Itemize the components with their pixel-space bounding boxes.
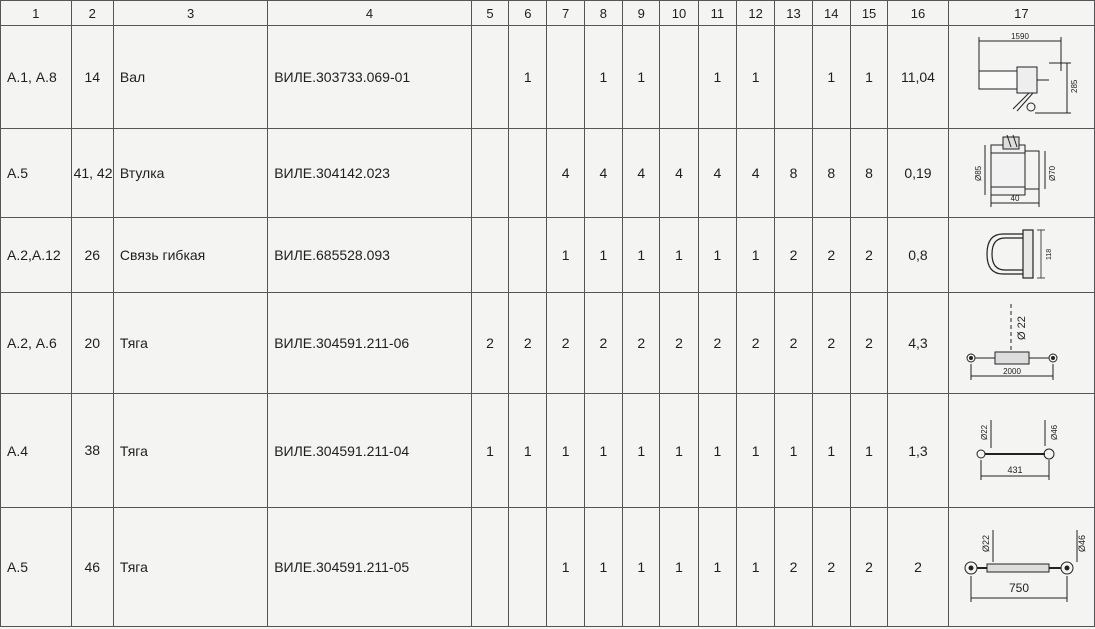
quantity-cell: 1 <box>812 394 850 508</box>
quantity-cell <box>509 129 547 218</box>
quantity-cell: 1 <box>623 218 660 293</box>
quantity-cell: 4 <box>547 129 584 218</box>
quantity-cell: 4 <box>737 129 775 218</box>
quantity-cell: 1 <box>623 26 660 129</box>
sketch-dimension: 1590 <box>1011 32 1030 41</box>
quantity-cell: 1 <box>660 218 698 293</box>
sketch-cell <box>948 129 1094 218</box>
quantity-cell: 1 <box>737 218 775 293</box>
quantity-cell <box>471 508 508 627</box>
sketch-dimension: 40 <box>1010 194 1020 203</box>
sketch-dimension: 431 <box>1007 464 1023 475</box>
sketch-dimension: Ø22 <box>981 534 992 552</box>
quantity-cell: 8 <box>850 129 887 218</box>
quantity-cell: 1 <box>698 394 736 508</box>
quantity-cell: 1 <box>584 218 622 293</box>
quantity-cell: 8 <box>775 129 812 218</box>
quantity-cell: 4 <box>660 129 698 218</box>
quantity-cell <box>471 26 508 129</box>
quantity-cell: 4 <box>584 129 622 218</box>
quantity-cell: 1 <box>660 508 698 627</box>
quantity-cell: 2 <box>547 293 584 394</box>
column-header: 6 <box>509 1 547 26</box>
mass-cell: 4,3 <box>888 293 948 394</box>
quantity-cell: 1 <box>547 394 584 508</box>
quantity-cell <box>547 26 584 129</box>
sketch-dimension: 118 <box>1046 248 1054 260</box>
column-header: 13 <box>775 1 812 26</box>
quantity-cell <box>775 26 812 129</box>
designation: ВИЛЕ.304142.023 <box>268 129 472 218</box>
designation: ВИЛЕ.304591.211-06 <box>268 293 472 394</box>
quantity-cell: 2 <box>584 293 622 394</box>
quantity-cell: 2 <box>471 293 508 394</box>
part-name: Тяга <box>113 508 267 627</box>
quantity-cell: 1 <box>660 394 698 508</box>
sketch-cell <box>948 218 1094 293</box>
column-header: 17 <box>948 1 1094 26</box>
quantity-cell: 2 <box>737 293 775 394</box>
section-ref: А.2, А.6 <box>1 293 72 394</box>
quantity-cell: 1 <box>698 218 736 293</box>
quantity-cell: 2 <box>509 293 547 394</box>
column-header: 1 <box>1 1 72 26</box>
header-row <box>1 1 1095 26</box>
quantity-cell: 1 <box>737 508 775 627</box>
rod-drawing-icon <box>951 512 1091 622</box>
sketch-cell <box>948 26 1094 129</box>
quantity-cell: 1 <box>623 394 660 508</box>
section-ref: А.5 <box>1 129 72 218</box>
quantity-cell: 1 <box>509 26 547 129</box>
part-name: Втулка <box>113 129 267 218</box>
table-row <box>1 394 1095 508</box>
sketch-dimension: 2000 <box>1003 367 1022 376</box>
mass-cell: 11,04 <box>888 26 948 129</box>
quantity-cell: 8 <box>812 129 850 218</box>
position-number: 20 <box>71 293 113 394</box>
mass-cell: 0,19 <box>888 129 948 218</box>
sketch-dimension: 750 <box>1009 581 1030 595</box>
column-header: 7 <box>547 1 584 26</box>
sketch-cell <box>948 508 1094 627</box>
quantity-cell <box>509 508 547 627</box>
mass-cell: 0,8 <box>888 218 948 293</box>
quantity-cell <box>471 218 508 293</box>
quantity-cell: 2 <box>812 218 850 293</box>
column-header: 12 <box>737 1 775 26</box>
section-ref: А.2,А.12 <box>1 218 72 293</box>
column-header: 2 <box>71 1 113 26</box>
quantity-cell: 1 <box>737 26 775 129</box>
rod-drawing-icon <box>951 296 1091 390</box>
quantity-cell: 1 <box>547 218 584 293</box>
position-number: 26 <box>71 218 113 293</box>
designation: ВИЛЕ.304591.211-04 <box>268 394 472 508</box>
quantity-cell: 1 <box>471 394 508 508</box>
column-header: 16 <box>888 1 948 26</box>
quantity-cell: 4 <box>698 129 736 218</box>
sketch-dimension: Ø46 <box>1050 424 1060 440</box>
quantity-cell: 4 <box>623 129 660 218</box>
quantity-cell: 2 <box>812 293 850 394</box>
flexible-link-drawing-icon <box>951 220 1091 290</box>
part-name: Тяга <box>113 394 267 508</box>
quantity-cell: 2 <box>850 218 887 293</box>
section-ref: А.1, А.8 <box>1 26 72 129</box>
quantity-cell: 1 <box>584 26 622 129</box>
quantity-cell: 1 <box>584 394 622 508</box>
rod-drawing-icon <box>951 398 1091 504</box>
column-header: 15 <box>850 1 887 26</box>
column-header: 14 <box>812 1 850 26</box>
table-row <box>1 218 1095 293</box>
position-number: 38 <box>71 394 113 508</box>
column-header: 11 <box>698 1 736 26</box>
part-name: Вал <box>113 26 267 129</box>
designation: ВИЛЕ.303733.069-01 <box>268 26 472 129</box>
sketch-dimension: Ø70 <box>1048 165 1058 181</box>
quantity-cell: 2 <box>698 293 736 394</box>
table-row <box>1 129 1095 218</box>
quantity-cell: 2 <box>775 293 812 394</box>
quantity-cell: 2 <box>850 293 887 394</box>
mass-cell: 2 <box>888 508 948 627</box>
quantity-cell: 2 <box>623 293 660 394</box>
quantity-cell: 1 <box>850 26 887 129</box>
shaft-drawing-icon <box>951 29 1091 125</box>
column-header: 8 <box>584 1 622 26</box>
quantity-cell: 1 <box>698 26 736 129</box>
mass-cell: 1,3 <box>888 394 948 508</box>
quantity-cell: 1 <box>812 26 850 129</box>
position-number: 14 <box>71 26 113 129</box>
quantity-cell: 1 <box>623 508 660 627</box>
quantity-cell <box>660 26 698 129</box>
column-header: 10 <box>660 1 698 26</box>
quantity-cell: 2 <box>775 218 812 293</box>
sketch-dimension: Ø22 <box>980 424 990 440</box>
quantity-cell: 2 <box>660 293 698 394</box>
quantity-cell: 1 <box>547 508 584 627</box>
column-header: 4 <box>268 1 472 26</box>
quantity-cell: 2 <box>812 508 850 627</box>
position-number: 46 <box>71 508 113 627</box>
quantity-cell: 1 <box>775 394 812 508</box>
designation: ВИЛЕ.304591.211-05 <box>268 508 472 627</box>
quantity-cell: 2 <box>775 508 812 627</box>
quantity-cell: 1 <box>737 394 775 508</box>
designation: ВИЛЕ.685528.093 <box>268 218 472 293</box>
quantity-cell <box>471 129 508 218</box>
sketch-dimension: Ø85 <box>974 165 984 181</box>
table-row <box>1 508 1095 627</box>
table-row <box>1 293 1095 394</box>
quantity-cell: 1 <box>509 394 547 508</box>
sketch-cell <box>948 394 1094 508</box>
sketch-dimension: 285 <box>1070 79 1080 93</box>
sketch-dimension: Ø46 <box>1077 534 1088 552</box>
section-ref: А.4 <box>1 394 72 508</box>
section-ref: А.5 <box>1 508 72 627</box>
table-row <box>1 26 1095 129</box>
column-header: 5 <box>471 1 508 26</box>
quantity-cell: 1 <box>584 508 622 627</box>
part-name: Связь гибкая <box>113 218 267 293</box>
quantity-cell: 1 <box>850 394 887 508</box>
bushing-drawing-icon <box>951 131 1091 215</box>
quantity-cell: 2 <box>850 508 887 627</box>
sketch-dimension: Ø 22 <box>1016 316 1029 340</box>
quantity-cell: 1 <box>698 508 736 627</box>
sketch-cell <box>948 293 1094 394</box>
quantity-cell <box>509 218 547 293</box>
position-number: 41, 42 <box>71 129 113 218</box>
column-header: 9 <box>623 1 660 26</box>
part-name: Тяга <box>113 293 267 394</box>
column-header: 3 <box>113 1 267 26</box>
